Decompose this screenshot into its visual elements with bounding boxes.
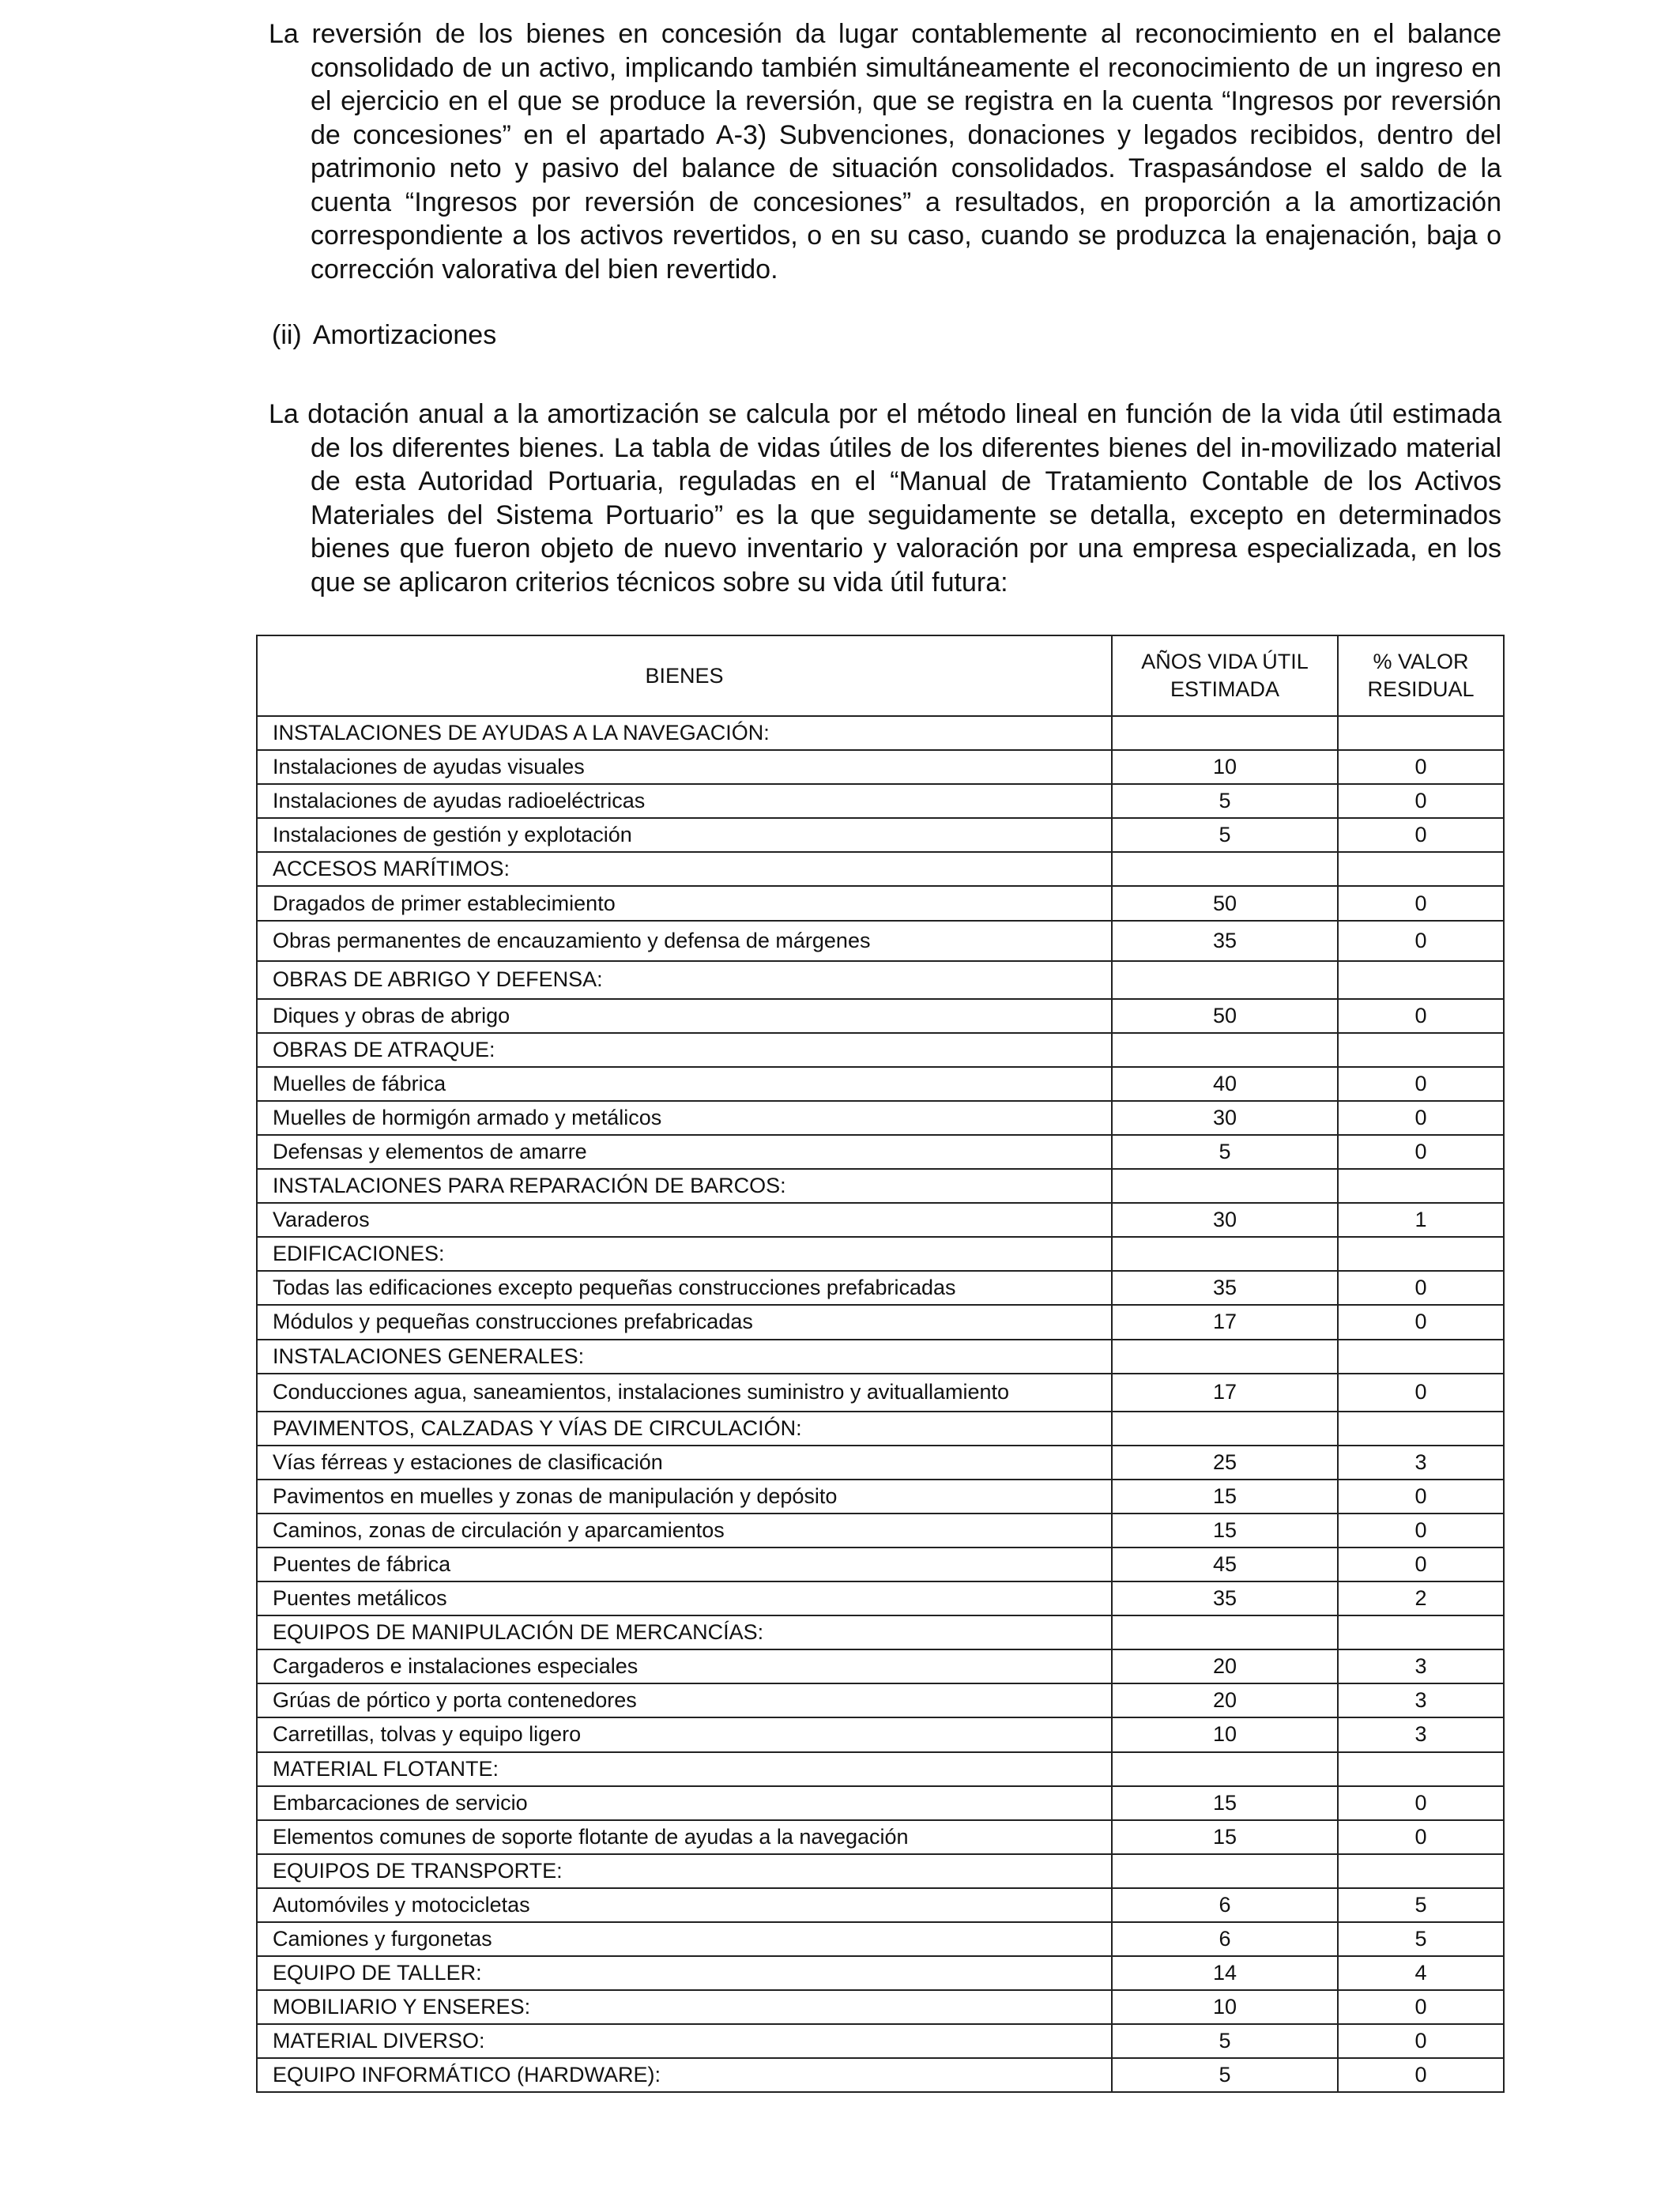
table-row [257, 1480, 1504, 1514]
table-row [257, 1956, 1504, 1990]
cell-valor-residual [1338, 1854, 1504, 1888]
cell-bienes: EQUIPO DE TALLER: [257, 1956, 1112, 1990]
cell-bienes: Varaderos [257, 1203, 1112, 1237]
cell-bienes: Conducciones agua, saneamientos, instalaciones suministro y avituallamiento [257, 1374, 1112, 1412]
cell-valor-residual: 0 [1338, 1480, 1504, 1514]
cell-bienes: MATERIAL DIVERSO: [257, 2024, 1112, 2058]
table-row [257, 1581, 1504, 1615]
cell-anos-vida-util: 10 [1112, 750, 1338, 784]
cell-valor-residual: 0 [1338, 1820, 1504, 1854]
header-anos-line-2: ESTIMADA [1170, 677, 1280, 701]
cell-valor-residual [1338, 961, 1504, 999]
header-anos-vida-util [1112, 635, 1338, 716]
cell-anos-vida-util: 50 [1112, 886, 1338, 920]
cell-valor-residual: 0 [1338, 1514, 1504, 1547]
cell-valor-residual: 0 [1338, 1786, 1504, 1820]
cell-anos-vida-util [1112, 1237, 1338, 1271]
cell-valor-residual: 5 [1338, 1888, 1504, 1922]
cell-bienes: Módulos y pequeñas construcciones prefabricadas [257, 1305, 1112, 1339]
cell-anos-vida-util: 10 [1112, 1717, 1338, 1751]
table-row [257, 1854, 1504, 1888]
cell-bienes: Puentes de fábrica [257, 1547, 1112, 1581]
table-row [257, 1922, 1504, 1956]
cell-valor-residual: 0 [1338, 1271, 1504, 1305]
table-row [257, 2024, 1504, 2058]
cell-anos-vida-util: 50 [1112, 999, 1338, 1033]
cell-anos-vida-util [1112, 1340, 1338, 1374]
useful-life-table [256, 635, 1505, 2093]
cell-valor-residual: 4 [1338, 1956, 1504, 1990]
cell-bienes: INSTALACIONES DE AYUDAS A LA NAVEGACIÓN: [257, 716, 1112, 750]
cell-valor-residual: 0 [1338, 1374, 1504, 1412]
cell-valor-residual: 0 [1338, 1101, 1504, 1135]
table-row [257, 1203, 1504, 1237]
table-row [257, 921, 1504, 961]
cell-bienes: Grúas de pórtico y porta contenedores [257, 1683, 1112, 1717]
section-title: Amortizaciones [312, 320, 497, 350]
table-row [257, 2058, 1504, 2092]
table-row [257, 1101, 1504, 1135]
paragraph-reversion: La reversión de los bienes en concesión da lugar contablemente al reconocimiento en el balance consolidado de un activo, implicando también simultáneamente el reconocimiento de un ingreso en el ejercicio en el que se produce la reversión, que se registra en la cuenta “Ingresos por reversión de concesiones” en el apartado A-3) Subvenciones, donaciones y legados recibidos, dentro del patrimonio neto y pasivo del balance de situación consolidados. Traspasándose el saldo de la cuenta “Ingresos por reversión de concesiones” a resultados, en proporción a la amortización correspondiente a los activos revertidos, o en su caso, cuando se produzca la enajenación, baja o corrección valorativa del bien revertido. [269, 19, 1501, 285]
cell-anos-vida-util [1112, 961, 1338, 999]
cell-anos-vida-util [1112, 1752, 1338, 1786]
cell-bienes: Diques y obras de abrigo [257, 999, 1112, 1033]
cell-valor-residual [1338, 1340, 1504, 1374]
cell-anos-vida-util: 17 [1112, 1374, 1338, 1412]
cell-bienes: EQUIPO INFORMÁTICO (HARDWARE): [257, 2058, 1112, 2092]
cell-valor-residual [1338, 1237, 1504, 1271]
cell-bienes: Camiones y furgonetas [257, 1922, 1112, 1956]
table-row [257, 852, 1504, 886]
table-row [257, 1752, 1504, 1786]
cell-anos-vida-util: 10 [1112, 1990, 1338, 2024]
cell-anos-vida-util [1112, 1854, 1338, 1888]
cell-anos-vida-util: 15 [1112, 1786, 1338, 1820]
cell-bienes: Carretillas, tolvas y equipo ligero [257, 1717, 1112, 1751]
table-row [257, 1237, 1504, 1271]
cell-bienes: Embarcaciones de servicio [257, 1786, 1112, 1820]
cell-bienes: Dragados de primer establecimiento [257, 886, 1112, 920]
table-row [257, 1412, 1504, 1446]
table-row [257, 1067, 1504, 1101]
cell-anos-vida-util: 35 [1112, 921, 1338, 961]
cell-bienes: Defensas y elementos de amarre [257, 1135, 1112, 1169]
cell-bienes: PAVIMENTOS, CALZADAS Y VÍAS DE CIRCULACIÓN: [257, 1412, 1112, 1446]
cell-bienes: Automóviles y motocicletas [257, 1888, 1112, 1922]
header-valor-residual [1338, 635, 1504, 716]
cell-bienes: ACCESOS MARÍTIMOS: [257, 852, 1112, 886]
cell-anos-vida-util: 35 [1112, 1271, 1338, 1305]
cell-bienes: EQUIPOS DE MANIPULACIÓN DE MERCANCÍAS: [257, 1615, 1112, 1649]
table-row [257, 1683, 1504, 1717]
cell-valor-residual: 0 [1338, 999, 1504, 1033]
cell-bienes: Obras permanentes de encauzamiento y defensa de márgenes [257, 921, 1112, 961]
paragraph-amortizacion: La dotación anual a la amortización se calcula por el método lineal en función de la vida útil estimada de los diferentes bienes. La tabla de vidas útiles de los diferentes bienes del in-movilizado material de esta Autoridad Portuaria, reguladas en el “Manual de Tratamiento Contable de los Activos Materiales del Sistema Portuario” es la que seguidamente se detalla, excepto en determinados bienes que fueron objeto de nuevo inventario y valoración por una empresa especializada, en los que se aplicaron criterios técnicos sobre su vida útil futura: [269, 399, 1501, 598]
table-row [257, 1033, 1504, 1067]
cell-valor-residual: 0 [1338, 1067, 1504, 1101]
cell-valor-residual: 5 [1338, 1922, 1504, 1956]
cell-anos-vida-util: 14 [1112, 1956, 1338, 1990]
cell-valor-residual [1338, 1033, 1504, 1067]
cell-anos-vida-util: 20 [1112, 1683, 1338, 1717]
table-row [257, 1305, 1504, 1339]
table-row [257, 1717, 1504, 1751]
cell-valor-residual: 3 [1338, 1683, 1504, 1717]
cell-valor-residual: 0 [1338, 784, 1504, 818]
cell-anos-vida-util [1112, 1033, 1338, 1067]
section-number: (ii) [272, 320, 302, 350]
table-row [257, 818, 1504, 852]
cell-valor-residual [1338, 716, 1504, 750]
cell-bienes: Muelles de fábrica [257, 1067, 1112, 1101]
table-row [257, 1990, 1504, 2024]
cell-bienes: Instalaciones de ayudas visuales [257, 750, 1112, 784]
table-row [257, 1135, 1504, 1169]
cell-bienes: EDIFICACIONES: [257, 1237, 1112, 1271]
table-row [257, 784, 1504, 818]
table-row [257, 1649, 1504, 1683]
header-bienes: BIENES [257, 635, 1112, 716]
cell-bienes: Todas las edificaciones excepto pequeñas construcciones prefabricadas [257, 1271, 1112, 1305]
table-row [257, 1888, 1504, 1922]
cell-bienes: Caminos, zonas de circulación y aparcamientos [257, 1514, 1112, 1547]
header-valor-line-1: % VALOR [1373, 650, 1469, 673]
section-heading [272, 319, 496, 352]
cell-bienes: Elementos comunes de soporte flotante de ayudas a la navegación [257, 1820, 1112, 1854]
cell-valor-residual: 0 [1338, 2024, 1504, 2058]
cell-anos-vida-util [1112, 1615, 1338, 1649]
cell-valor-residual: 0 [1338, 921, 1504, 961]
table-row [257, 1374, 1504, 1412]
cell-anos-vida-util: 5 [1112, 2024, 1338, 2058]
cell-anos-vida-util: 15 [1112, 1480, 1338, 1514]
cell-anos-vida-util: 5 [1112, 818, 1338, 852]
cell-valor-residual: 0 [1338, 1135, 1504, 1169]
table-row [257, 1514, 1504, 1547]
cell-valor-residual [1338, 1752, 1504, 1786]
cell-valor-residual: 0 [1338, 2058, 1504, 2092]
cell-anos-vida-util: 25 [1112, 1446, 1338, 1480]
cell-bienes: MOBILIARIO Y ENSERES: [257, 1990, 1112, 2024]
cell-anos-vida-util: 35 [1112, 1581, 1338, 1615]
cell-bienes: EQUIPOS DE TRANSPORTE: [257, 1854, 1112, 1888]
cell-valor-residual: 0 [1338, 1305, 1504, 1339]
cell-valor-residual [1338, 1615, 1504, 1649]
table-row [257, 750, 1504, 784]
cell-bienes: Cargaderos e instalaciones especiales [257, 1649, 1112, 1683]
cell-bienes: INSTALACIONES PARA REPARACIÓN DE BARCOS: [257, 1169, 1112, 1203]
table-row [257, 1271, 1504, 1305]
table-header-row [257, 635, 1504, 716]
cell-valor-residual: 3 [1338, 1446, 1504, 1480]
cell-bienes: Pavimentos en muelles y zonas de manipulación y depósito [257, 1480, 1112, 1514]
cell-anos-vida-util: 5 [1112, 2058, 1338, 2092]
cell-anos-vida-util: 5 [1112, 784, 1338, 818]
cell-bienes: Vías férreas y estaciones de clasificación [257, 1446, 1112, 1480]
table-body [257, 716, 1504, 2092]
cell-valor-residual: 0 [1338, 750, 1504, 784]
cell-anos-vida-util: 20 [1112, 1649, 1338, 1683]
cell-anos-vida-util [1112, 1412, 1338, 1446]
header-anos-line-1: AÑOS VIDA ÚTIL [1141, 650, 1309, 673]
cell-anos-vida-util: 45 [1112, 1547, 1338, 1581]
header-valor-line-2: RESIDUAL [1367, 677, 1475, 701]
table-row [257, 886, 1504, 920]
cell-anos-vida-util [1112, 1169, 1338, 1203]
cell-bienes: MATERIAL FLOTANTE: [257, 1752, 1112, 1786]
table-row [257, 716, 1504, 750]
cell-anos-vida-util: 6 [1112, 1922, 1338, 1956]
table-row [257, 961, 1504, 999]
cell-valor-residual [1338, 1412, 1504, 1446]
table-row [257, 1340, 1504, 1374]
table-row [257, 1547, 1504, 1581]
cell-valor-residual: 1 [1338, 1203, 1504, 1237]
cell-valor-residual [1338, 852, 1504, 886]
table-row [257, 1615, 1504, 1649]
cell-bienes: OBRAS DE ABRIGO Y DEFENSA: [257, 961, 1112, 999]
cell-anos-vida-util: 5 [1112, 1135, 1338, 1169]
cell-valor-residual: 0 [1338, 1547, 1504, 1581]
cell-anos-vida-util: 17 [1112, 1305, 1338, 1339]
cell-valor-residual [1338, 1169, 1504, 1203]
cell-bienes: Instalaciones de gestión y explotación [257, 818, 1112, 852]
cell-anos-vida-util: 6 [1112, 1888, 1338, 1922]
cell-anos-vida-util: 15 [1112, 1514, 1338, 1547]
cell-bienes: Muelles de hormigón armado y metálicos [257, 1101, 1112, 1135]
cell-valor-residual: 3 [1338, 1717, 1504, 1751]
cell-bienes: INSTALACIONES GENERALES: [257, 1340, 1112, 1374]
cell-anos-vida-util [1112, 716, 1338, 750]
table-row [257, 1169, 1504, 1203]
cell-bienes: OBRAS DE ATRAQUE: [257, 1033, 1112, 1067]
cell-valor-residual: 2 [1338, 1581, 1504, 1615]
cell-valor-residual: 0 [1338, 1990, 1504, 2024]
table-row [257, 1786, 1504, 1820]
cell-anos-vida-util: 40 [1112, 1067, 1338, 1101]
cell-anos-vida-util: 30 [1112, 1101, 1338, 1135]
table-row [257, 1820, 1504, 1854]
cell-anos-vida-util [1112, 852, 1338, 886]
table-row [257, 1446, 1504, 1480]
cell-bienes: Instalaciones de ayudas radioeléctricas [257, 784, 1112, 818]
cell-bienes: Puentes metálicos [257, 1581, 1112, 1615]
cell-anos-vida-util: 15 [1112, 1820, 1338, 1854]
cell-valor-residual: 3 [1338, 1649, 1504, 1683]
cell-valor-residual: 0 [1338, 886, 1504, 920]
cell-valor-residual: 0 [1338, 818, 1504, 852]
cell-anos-vida-util: 30 [1112, 1203, 1338, 1237]
table-row [257, 999, 1504, 1033]
